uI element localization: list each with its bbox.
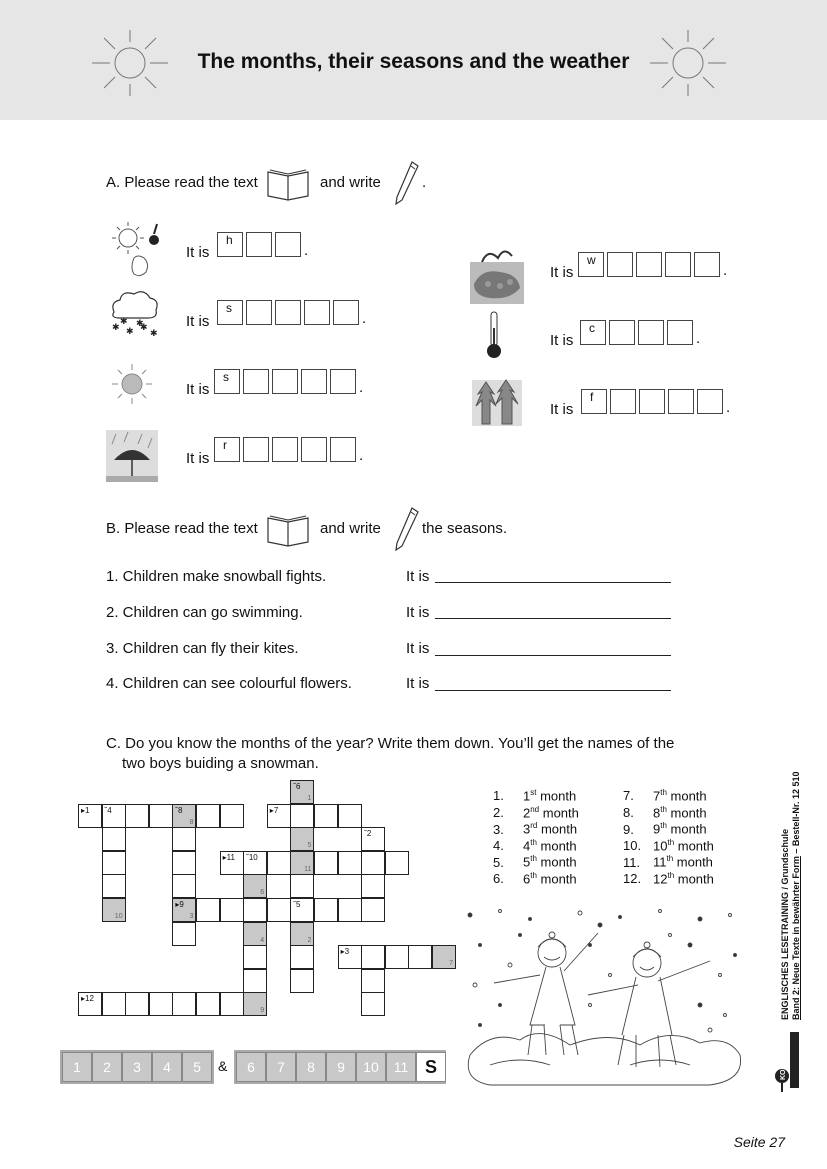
sidebar-order-number: Bestell-Nr. 12 510 [791,771,801,847]
letter-box[interactable] [639,389,665,414]
crossword-cell[interactable] [220,851,244,875]
crossword-cell[interactable] [267,898,291,922]
month-ordinal-suffix: th [667,837,675,847]
crossword-cell[interactable] [102,827,126,851]
letter-box[interactable] [275,300,301,325]
solution-ampersand: & [218,1058,228,1074]
snow-scene-illustration [460,905,745,1090]
answer-period: . [359,379,364,396]
sunny-icon [110,362,154,406]
crossword-cell[interactable] [196,804,220,828]
crossword-cell[interactable] [267,851,291,875]
solution-index: 8 [189,818,194,826]
solution-index: 6 [260,889,265,897]
crossword-cell[interactable] [149,804,173,828]
solution-index: 4 [260,936,265,944]
crossword-solution-cell[interactable] [172,804,196,828]
crossword-cell[interactable] [172,851,196,875]
month-ordinal-suffix: th [666,854,674,864]
month-word: month [666,788,707,804]
pencil-icon [394,160,420,206]
sidebar-volume: Band 2: Neue Texte in bewährter Form [791,856,801,1020]
letter-box[interactable] [607,252,633,277]
clue-number: ▸3 [340,947,350,957]
crossword-cell[interactable] [243,898,267,922]
crossword-cell[interactable] [172,827,196,851]
month-clue-number: 10. [623,838,642,854]
month-ordinal: 2 [523,804,531,820]
crossword-solution-cell[interactable] [290,922,314,946]
letter-hint-box: f [581,389,607,414]
answer-label-3: It is [186,381,210,398]
solution-cell[interactable]: 9 [326,1052,356,1082]
crossword-cell[interactable] [243,945,267,969]
month-clue [493,871,577,886]
solution-index: 11 [304,865,312,873]
section-b-instruction: B. Please read the text [106,520,258,537]
month-word: month [539,804,579,820]
crossword-cell[interactable] [338,898,362,922]
clue-number: ˘6 [293,782,301,791]
crossword-cell[interactable] [267,804,291,828]
month-word: month [536,854,577,870]
svg-text:✱: ✱ [126,327,134,337]
solution-cell[interactable]: 8 [296,1052,326,1082]
month-clue-number: 7. [623,788,634,804]
solution-cell[interactable]: 2 [92,1052,122,1082]
crossword-cell[interactable] [102,874,126,898]
crossword-cell[interactable] [243,851,267,875]
month-ordinal: 5 [523,854,531,870]
crossword-cell[interactable] [220,992,244,1016]
month-word: month [666,821,707,837]
letter-hint-box: h [217,232,243,257]
clue-number: ▸7 [269,805,279,815]
month-ordinal-suffix: th [667,871,675,880]
crossword-cell[interactable] [102,804,126,828]
publisher-name: KOHL VERLAG [780,1029,787,1080]
letter-box[interactable] [697,389,723,414]
month-clue [493,788,576,803]
svg-text:✱: ✱ [150,329,158,339]
crossword-cell[interactable] [243,969,267,993]
month-ordinal: 4 [523,838,531,854]
question-3: 3. Children can fly their kites. [106,640,299,657]
answer-label-1: It is [186,244,210,261]
month-clue-number: 6. [493,871,504,887]
month-clue [493,854,577,869]
crossword-cell[interactable] [149,992,173,1016]
letter-box[interactable] [610,389,636,414]
svg-text:✱: ✱ [140,323,148,333]
answer-label-6: It is [550,332,574,349]
letter-box[interactable] [668,389,694,414]
answer-label-2: It is [186,313,210,330]
clue-number: ▸9 [175,900,184,909]
month-ordinal: 1 [523,788,531,804]
month-clue [493,821,577,836]
crossword-cell[interactable] [196,898,220,922]
month-ordinal-suffix: th [660,788,667,797]
month-ordinal: 11 [653,854,667,870]
crossword-cell[interactable] [290,804,314,828]
section-b-write: and write [320,520,381,537]
month-word: month [674,871,714,887]
month-ordinal: 7 [653,788,661,804]
crossword-solution-cell[interactable] [243,874,267,898]
book-icon [266,512,310,548]
crossword-cell[interactable] [338,804,362,828]
crossword-cell[interactable] [361,827,385,851]
crossword-cell[interactable] [314,804,338,828]
month-ordinal-suffix: st [530,788,537,797]
svg-text:✱: ✱ [112,323,120,333]
letter-box[interactable] [272,437,298,462]
month-clue-number: 5. [493,854,504,870]
answer-period: . [362,310,367,327]
crossword-cell[interactable] [290,898,314,922]
crossword-cell[interactable] [361,992,385,1016]
letter-box[interactable] [609,320,635,345]
month-clue [623,854,713,869]
solution-last-letter: S [416,1052,446,1082]
month-clue [493,838,577,853]
month-clue-number: 3. [493,821,504,837]
month-word: month [674,838,714,854]
crossword-cell[interactable] [102,851,126,875]
crossword-cell[interactable] [314,851,338,875]
solution-index: 10 [114,913,123,920]
crossword-cell[interactable] [78,804,102,828]
month-ordinal-suffix: th [530,871,537,880]
letter-box[interactable] [246,300,272,325]
month-word: month [673,854,713,870]
crossword-solution-cell[interactable] [290,851,314,875]
letter-box[interactable] [243,437,269,462]
crossword-solution-cell[interactable] [102,898,126,922]
question-1: 1. Children make snowball fights. [106,568,327,585]
letter-box[interactable] [301,437,327,462]
month-ordinal: 3 [523,821,531,837]
letter-box[interactable] [636,252,662,277]
month-word: month [666,804,707,820]
rainy-icon [106,430,158,482]
month-clue [623,805,707,820]
letter-box[interactable] [694,252,720,277]
month-clue-number: 9. [623,821,634,837]
letter-box[interactable] [665,252,691,277]
book-icon [266,166,310,202]
solution-index: 2 [307,936,312,944]
solution-index: 9 [260,1007,265,1015]
section-a-suffix: . [422,174,427,191]
letter-hint-box: s [217,300,243,325]
month-ordinal: 12 [653,871,668,887]
letter-box[interactable] [246,232,272,257]
solution-index: 3 [189,913,194,920]
clue-number: ▸1 [81,805,90,815]
question-2-label: It is [406,604,430,621]
page-title: The months, their seasons and the weather [197,50,630,73]
month-clue [623,871,714,886]
crossword-cell[interactable] [290,874,314,898]
letter-box[interactable] [638,320,664,345]
month-clue-number: 12. [623,871,642,887]
month-word: month [536,788,577,804]
letter-box[interactable] [301,369,327,394]
letter-hint-box: w [578,252,604,277]
letter-box[interactable] [272,369,298,394]
page-number: Seite 27 [733,1134,785,1150]
crossword-cell[interactable] [172,922,196,946]
crossword-cell[interactable] [314,898,338,922]
month-ordinal-suffix: th [660,821,667,831]
crossword-solution-cell[interactable] [290,780,314,804]
solution-cell[interactable]: 10 [356,1052,386,1082]
answer-period: . [304,242,309,259]
solution-cell[interactable]: 7 [266,1052,296,1082]
crossword-cell[interactable] [172,992,196,1016]
month-ordinal-suffix: th [660,804,667,814]
month-clue [493,805,579,820]
letter-box[interactable] [330,437,356,462]
letter-hint-box: r [214,437,240,462]
section-c-instruction-2: two boys buiding a snowman. [122,755,319,772]
section-a-write: and write [320,174,381,191]
solution-cell[interactable]: 11 [386,1052,416,1082]
crossword-cell[interactable] [290,969,314,993]
hot-icon [108,220,164,280]
cold-icon [482,310,506,360]
svg-text:✱: ✱ [120,317,128,327]
month-ordinal-suffix: th [530,837,537,847]
month-clue [623,838,714,853]
month-clue-number: 2. [493,804,504,820]
crossword-cell[interactable] [385,945,409,969]
answer-period: . [696,330,701,347]
section-b-suffix: the seasons. [422,520,508,537]
crossword-cell[interactable] [78,992,102,1016]
month-clue [623,821,707,836]
letter-box[interactable] [333,300,359,325]
month-clue-number: 1. [493,788,504,804]
question-2: 2. Children can go swimming. [106,604,303,621]
solution-cell[interactable]: 1 [62,1052,92,1082]
answer-label-4: It is [186,450,210,467]
solution-cell[interactable]: 5 [182,1052,212,1082]
svg-text:✱: ✱ [136,319,144,329]
solution-cell[interactable]: 6 [236,1052,266,1082]
crossword-cell[interactable] [338,851,362,875]
month-word: month [536,871,577,887]
crossword-cell[interactable] [361,969,385,993]
answer-line-3[interactable] [435,655,671,656]
crossword-solution-cell[interactable] [243,992,267,1016]
crossword-cell[interactable] [361,945,385,969]
foggy-icon [472,380,522,426]
month-ordinal-suffix: nd [530,804,540,814]
clue-number: ˘2 [364,829,372,839]
month-word: month [537,821,578,837]
question-4: 4. Children can see colourful flowers. [106,675,352,692]
crossword-cell[interactable] [220,804,244,828]
answer-label-7: It is [550,401,574,418]
snowy-icon [106,288,162,338]
month-ordinal: 9 [653,821,661,837]
solution-index: 5 [307,842,312,850]
solution-cell[interactable]: 3 [122,1052,152,1082]
month-ordinal: 6 [523,871,531,887]
letter-box[interactable] [275,232,301,257]
crossword-solution-cell[interactable] [243,922,267,946]
month-clue-number: 4. [493,838,504,854]
clue-number: ˘10 [246,852,258,862]
solution-index: 1 [307,795,312,802]
question-3-label: It is [406,640,430,657]
crossword-solution-cell[interactable] [432,945,456,969]
month-ordinal-suffix: th [530,854,537,864]
crossword-solution-cell[interactable] [290,827,314,851]
crossword-cell[interactable] [125,804,149,828]
clue-number: ▸12 [81,994,94,1004]
crossword-cell[interactable] [361,874,385,898]
sidebar-dash: – [791,848,801,854]
answer-period: . [723,262,728,279]
clue-number: ˘8 [175,805,183,815]
letter-hint-box: c [580,320,606,345]
crossword-cell[interactable] [385,851,409,875]
crossword-cell[interactable] [172,874,196,898]
crossword-cell[interactable] [290,945,314,969]
month-clue [623,788,707,803]
answer-period: . [726,399,731,416]
solution-index: 7 [449,960,453,968]
letter-box[interactable] [304,300,330,325]
section-a-instruction: A. Please read the text [106,174,258,191]
windy-icon [470,244,524,304]
month-ordinal: 8 [653,804,661,820]
crossword-cell[interactable] [361,898,385,922]
publisher-sidebar [780,720,802,1020]
question-1-label: It is [406,568,430,585]
clue-number: ˘4 [104,805,112,815]
clue-number: ˘5 [293,900,301,909]
answer-period: . [359,447,364,464]
month-clue-number: 8. [623,804,634,820]
crossword-cell[interactable] [196,992,220,1016]
answer-line-1[interactable] [435,582,671,583]
crossword-solution-cell[interactable] [172,898,196,922]
crossword-cell[interactable] [408,945,432,969]
crossword-cell[interactable] [102,992,126,1016]
month-ordinal: 10 [653,838,668,854]
crossword-cell[interactable] [361,851,385,875]
section-c-instruction: C. Do you know the months of the year? Write them down. You’ll get the names of the [106,735,675,752]
letter-box[interactable] [330,369,356,394]
month-clue-number: 11. [623,854,641,870]
solution-cell[interactable]: 4 [152,1052,182,1082]
crossword-cell[interactable] [338,945,362,969]
answer-label-5: It is [550,264,574,281]
letter-hint-box: s [214,369,240,394]
answer-line-2[interactable] [435,618,671,619]
month-word: month [536,838,577,854]
question-4-label: It is [406,675,430,692]
crossword-cell[interactable] [125,992,149,1016]
answer-line-4[interactable] [435,690,671,691]
crossword-cell[interactable] [220,898,244,922]
month-ordinal-suffix: rd [530,821,538,831]
pencil-icon [394,506,420,552]
clue-number: ▸11 [222,852,235,862]
sidebar-series: ENGLISCHES LESETRAINING / Grundschule [780,828,790,1020]
letter-box[interactable] [667,320,693,345]
letter-box[interactable] [243,369,269,394]
